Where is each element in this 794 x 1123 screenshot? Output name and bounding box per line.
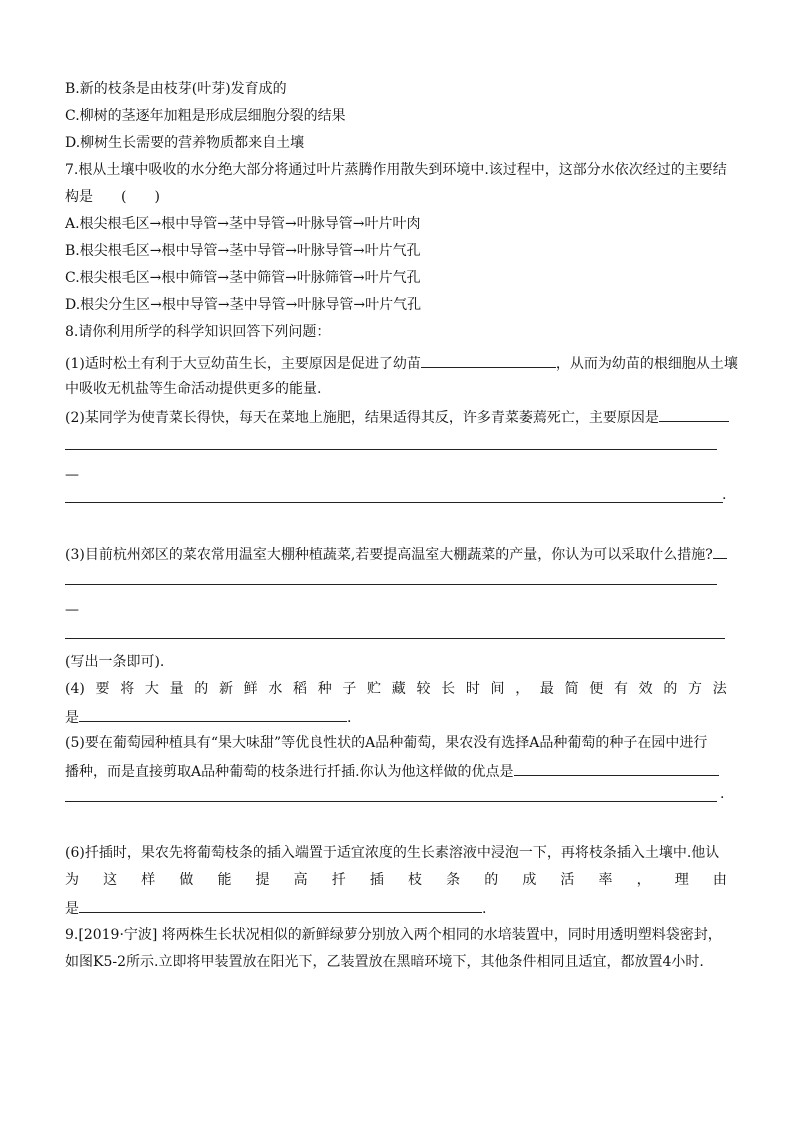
spaced-char: 理: [674, 872, 689, 888]
spaced-char: 的: [194, 681, 209, 697]
spaced-char: 做: [179, 872, 194, 888]
q8-part3-line1: [65, 544, 727, 564]
q8-part5-line1: (5)要在葡萄园种植具有“果大味甜”等优良性状的A品种葡萄，果农没有选择A品种葡萄的种子在园中进行: [65, 735, 708, 751]
spaced-char: 要: [95, 681, 110, 697]
answer-line[interactable]: [65, 801, 717, 802]
spaced-char: 成: [522, 872, 537, 888]
question-9-line2: 如图K5-2所示.立即将甲装置放在阳光下，乙装置放在黑暗环境下，其他条件相同且适宜，都放置4小时.: [65, 954, 704, 970]
q8-part4-line2: [65, 707, 351, 727]
spaced-char: 由: [712, 872, 727, 888]
q8-part3-end: (写出一条即可).: [65, 654, 165, 670]
q8-part5-line2: [65, 761, 719, 781]
q8-part6-text: 是: [65, 901, 79, 917]
option-b: B.新的枝条是由枝芽(叶芽)发育成的: [65, 81, 287, 97]
period-mark: .: [720, 786, 725, 802]
answer-blank[interactable]: [659, 407, 729, 422]
spaced-char: 为: [65, 872, 79, 888]
spaced-char: 量: [169, 681, 184, 697]
q8-part2-line1: [65, 407, 729, 427]
spaced-char: 间: [490, 681, 505, 697]
spaced-char: 的: [484, 872, 499, 888]
spaced-char: 长: [441, 681, 456, 697]
spaced-char: 鲜: [243, 681, 258, 697]
answer-line[interactable]: [65, 502, 723, 503]
spaced-char: 法: [712, 681, 727, 697]
spaced-char: 提: [255, 872, 270, 888]
period-mark: .: [482, 901, 487, 917]
spaced-char: 便: [589, 681, 604, 697]
q8-part4-line1: [65, 680, 727, 698]
spaced-char: 样: [141, 872, 156, 888]
spaced-char: 子: [342, 681, 357, 697]
spaced-char: 扦: [331, 872, 346, 888]
answer-blank[interactable]: [79, 707, 347, 722]
question-8: 8.请你利用所学的科学知识回答下列问题：: [65, 324, 331, 340]
spaced-char: 简: [564, 681, 579, 697]
period-mark: .: [347, 710, 352, 726]
spaced-char: 时: [465, 681, 480, 697]
q8-part3-text: (3)目前杭州郊区的菜农常用温室大棚种植蔬菜,若要提高温室大棚蔬菜的产量，你认为可以采取什么措施?: [65, 547, 713, 563]
spaced-char: 条: [446, 872, 461, 888]
spaced-char: 大: [144, 681, 159, 697]
answer-blank[interactable]: [514, 761, 719, 776]
answer-line[interactable]: [65, 584, 717, 585]
spaced-char: 新: [218, 681, 233, 697]
spaced-char: 方: [688, 681, 703, 697]
q7-option-c: C.根尖根毛区→根中筛管→茎中筛管→叶脉筛管→叶片气孔: [65, 270, 421, 286]
spaced-char: 有: [613, 681, 628, 697]
spaced-char: 枝: [407, 872, 422, 888]
q8-part1-line1: [65, 353, 738, 373]
q8-part6-line3: [65, 898, 486, 918]
q7-option-a: A.根尖根毛区→根中导管→茎中导管→叶脉导管→叶片叶肉: [65, 216, 421, 232]
spaced-char: 较: [416, 681, 431, 697]
spaced-char: (4): [65, 681, 85, 697]
q8-part1-text-b: ，从而为幼苗的根细胞从土壤: [555, 356, 738, 372]
answer-blank[interactable]: [713, 544, 727, 559]
spaced-char: 效: [638, 681, 653, 697]
q7-option-b: B.根尖根毛区→根中导管→茎中导管→叶脉导管→叶片气孔: [65, 243, 421, 259]
spaced-char: 将: [120, 681, 135, 697]
spaced-char: 贮: [367, 681, 382, 697]
q8-part1-text-a: (1)适时松土有利于大豆幼苗生长，主要原因是促进了幼苗: [65, 356, 421, 372]
spaced-char: 的: [663, 681, 678, 697]
period-mark: .: [722, 487, 727, 503]
spaced-char: 稻: [293, 681, 308, 697]
answer-line[interactable]: [65, 638, 725, 639]
spaced-char: 能: [217, 872, 232, 888]
spaced-char: 插: [369, 872, 384, 888]
question-7-line2: 构是 ( ): [65, 189, 160, 205]
answer-line[interactable]: [65, 449, 717, 450]
spaced-char: 藏: [391, 681, 406, 697]
q8-part1-line2: 中吸收无机盐等生命活动提供更多的能量.: [65, 381, 322, 397]
spaced-char: ，: [636, 872, 651, 888]
answer-blank[interactable]: [421, 353, 556, 368]
spaced-char: 活: [560, 872, 575, 888]
dash-mark: —: [65, 602, 79, 618]
spaced-char: 率: [598, 872, 613, 888]
spaced-char: ，: [515, 681, 530, 697]
spaced-char: 水: [268, 681, 283, 697]
dash-mark: —: [65, 467, 79, 483]
question-7-line1: 7.根从土壤中吸收的水分绝大部分将通过叶片蒸腾作用散失到环境中.该过程中，这部分水依次经过的主要结: [65, 162, 727, 178]
q7-option-d: D.根尖分生区→根中导管→茎中导管→叶脉导管→叶片气孔: [65, 297, 422, 313]
spaced-char: 高: [293, 872, 308, 888]
option-d: D.柳树生长需要的营养物质都来自土壤: [65, 135, 305, 151]
option-c: C.柳树的茎逐年加粗是形成层细胞分裂的结果: [65, 108, 346, 124]
q8-part4-text: 是: [65, 710, 79, 726]
spaced-char: 这: [103, 872, 118, 888]
q8-part6-line2: [65, 871, 727, 889]
q8-part5-text: 播种，而是直接剪取A品种葡萄的枝条进行扦插.你认为他这样做的优点是: [65, 764, 514, 780]
q8-part6-line1: (6)扦插时，果农先将葡萄枝条的插入端置于适宜浓度的生长素溶液中浸泡一下，再将枝条插入土壤中.他认: [65, 845, 720, 861]
spaced-char: 种: [317, 681, 332, 697]
spaced-char: 最: [539, 681, 554, 697]
question-9-line1: 9.[2019·宁波] 将两株生长状况相似的新鲜绿萝分别放入两个相同的水培装置中，同时用透明塑料袋密封，: [65, 927, 722, 943]
answer-blank[interactable]: [79, 898, 482, 913]
q8-part2-text: (2)某同学为使青菜长得快，每天在菜地上施肥，结果适得其反，许多青菜萎蔫死亡，主要原因是: [65, 410, 659, 426]
